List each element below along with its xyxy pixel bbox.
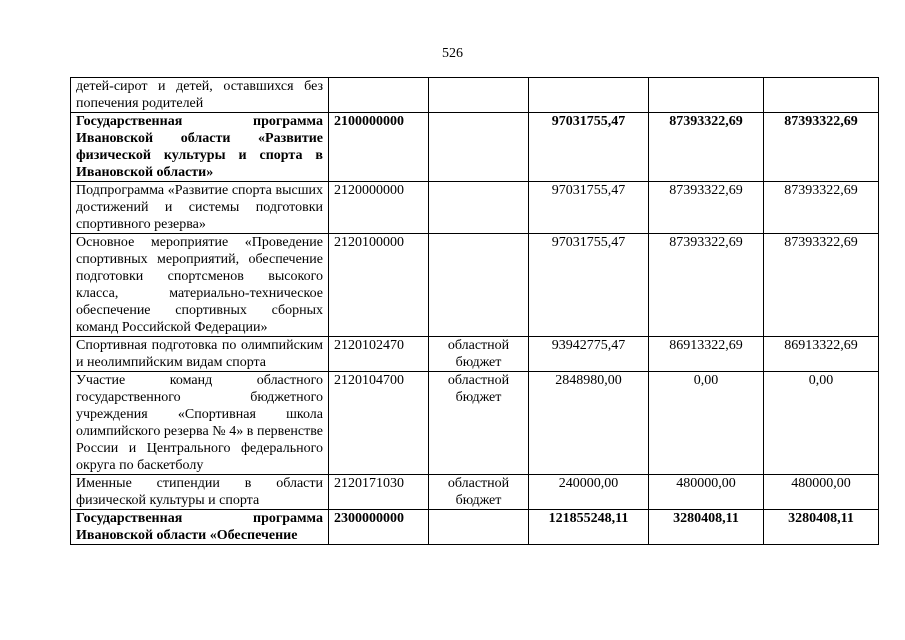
row-code-cell: 2120104700 xyxy=(329,372,429,475)
row-source-cell xyxy=(429,78,529,113)
row-amount-year1: 2848980,00 xyxy=(529,372,649,475)
row-code-cell: 2120102470 xyxy=(329,337,429,372)
table-row xyxy=(71,182,879,234)
row-name-cell: Основное мероприятие «Проведение спортивных мероприятий, обеспечение подготовки спортсменов высокого класса, материально-техническое обеспечение спортивных сборных команд Российской Федерации» xyxy=(71,234,329,337)
row-source-cell xyxy=(429,234,529,337)
table-row xyxy=(71,475,879,510)
row-amount-year1: 93942775,47 xyxy=(529,337,649,372)
table-row xyxy=(71,234,879,337)
row-amount-year3: 3280408,11 xyxy=(764,510,879,545)
table-row xyxy=(71,372,879,475)
row-amount-year3: 0,00 xyxy=(764,372,879,475)
page-number: 526 xyxy=(442,46,463,61)
row-amount-year1: 97031755,47 xyxy=(529,113,649,182)
row-source-cell xyxy=(429,510,529,545)
row-name-cell: Участие команд областного государственного бюджетного учреждения «Спортивная школа олимпийского резерва № 4» в первенстве России и Центрального федерального округа по баскетболу xyxy=(71,372,329,475)
row-amount-year2: 86913322,69 xyxy=(649,337,764,372)
row-source-cell: областной бюджет xyxy=(429,337,529,372)
row-amount-year3: 87393322,69 xyxy=(764,234,879,337)
row-name-cell: Спортивная подготовка по олимпийским и неолимпийским видам спорта xyxy=(71,337,329,372)
row-amount-year2 xyxy=(649,78,764,113)
row-source-cell xyxy=(429,113,529,182)
row-amount-year2: 0,00 xyxy=(649,372,764,475)
row-amount-year1 xyxy=(529,78,649,113)
row-name-cell: Государственная программа Ивановской области «Обеспечение xyxy=(71,510,329,545)
row-name-cell: детей-сирот и детей, оставшихся без попечения родителей xyxy=(71,78,329,113)
table-row xyxy=(71,337,879,372)
row-code-cell xyxy=(329,78,429,113)
row-amount-year3: 86913322,69 xyxy=(764,337,879,372)
row-code-cell: 2300000000 xyxy=(329,510,429,545)
row-amount-year3 xyxy=(764,78,879,113)
budget-table xyxy=(70,77,879,545)
row-amount-year3: 87393322,69 xyxy=(764,113,879,182)
row-source-cell xyxy=(429,182,529,234)
row-code-cell: 2120171030 xyxy=(329,475,429,510)
row-source-cell: областной бюджет xyxy=(429,372,529,475)
row-amount-year3: 87393322,69 xyxy=(764,182,879,234)
table-row xyxy=(71,510,879,545)
row-amount-year2: 480000,00 xyxy=(649,475,764,510)
row-code-cell: 2100000000 xyxy=(329,113,429,182)
row-amount-year3: 480000,00 xyxy=(764,475,879,510)
row-amount-year1: 121855248,11 xyxy=(529,510,649,545)
row-name-cell: Подпрограмма «Развитие спорта высших достижений и системы подготовки спортивного резерва» xyxy=(71,182,329,234)
row-amount-year2: 87393322,69 xyxy=(649,234,764,337)
row-amount-year1: 240000,00 xyxy=(529,475,649,510)
row-amount-year2: 87393322,69 xyxy=(649,113,764,182)
row-amount-year2: 87393322,69 xyxy=(649,182,764,234)
row-code-cell: 2120100000 xyxy=(329,234,429,337)
row-amount-year2: 3280408,11 xyxy=(649,510,764,545)
row-name-cell: Государственная программа Ивановской области «Развитие физической культуры и спорта в Ивановской области» xyxy=(71,113,329,182)
row-code-cell: 2120000000 xyxy=(329,182,429,234)
row-amount-year1: 97031755,47 xyxy=(529,234,649,337)
table-row xyxy=(71,78,879,113)
table-row xyxy=(71,113,879,182)
row-source-cell: областной бюджет xyxy=(429,475,529,510)
row-name-cell: Именные стипендии в области физической культуры и спорта xyxy=(71,475,329,510)
row-amount-year1: 97031755,47 xyxy=(529,182,649,234)
